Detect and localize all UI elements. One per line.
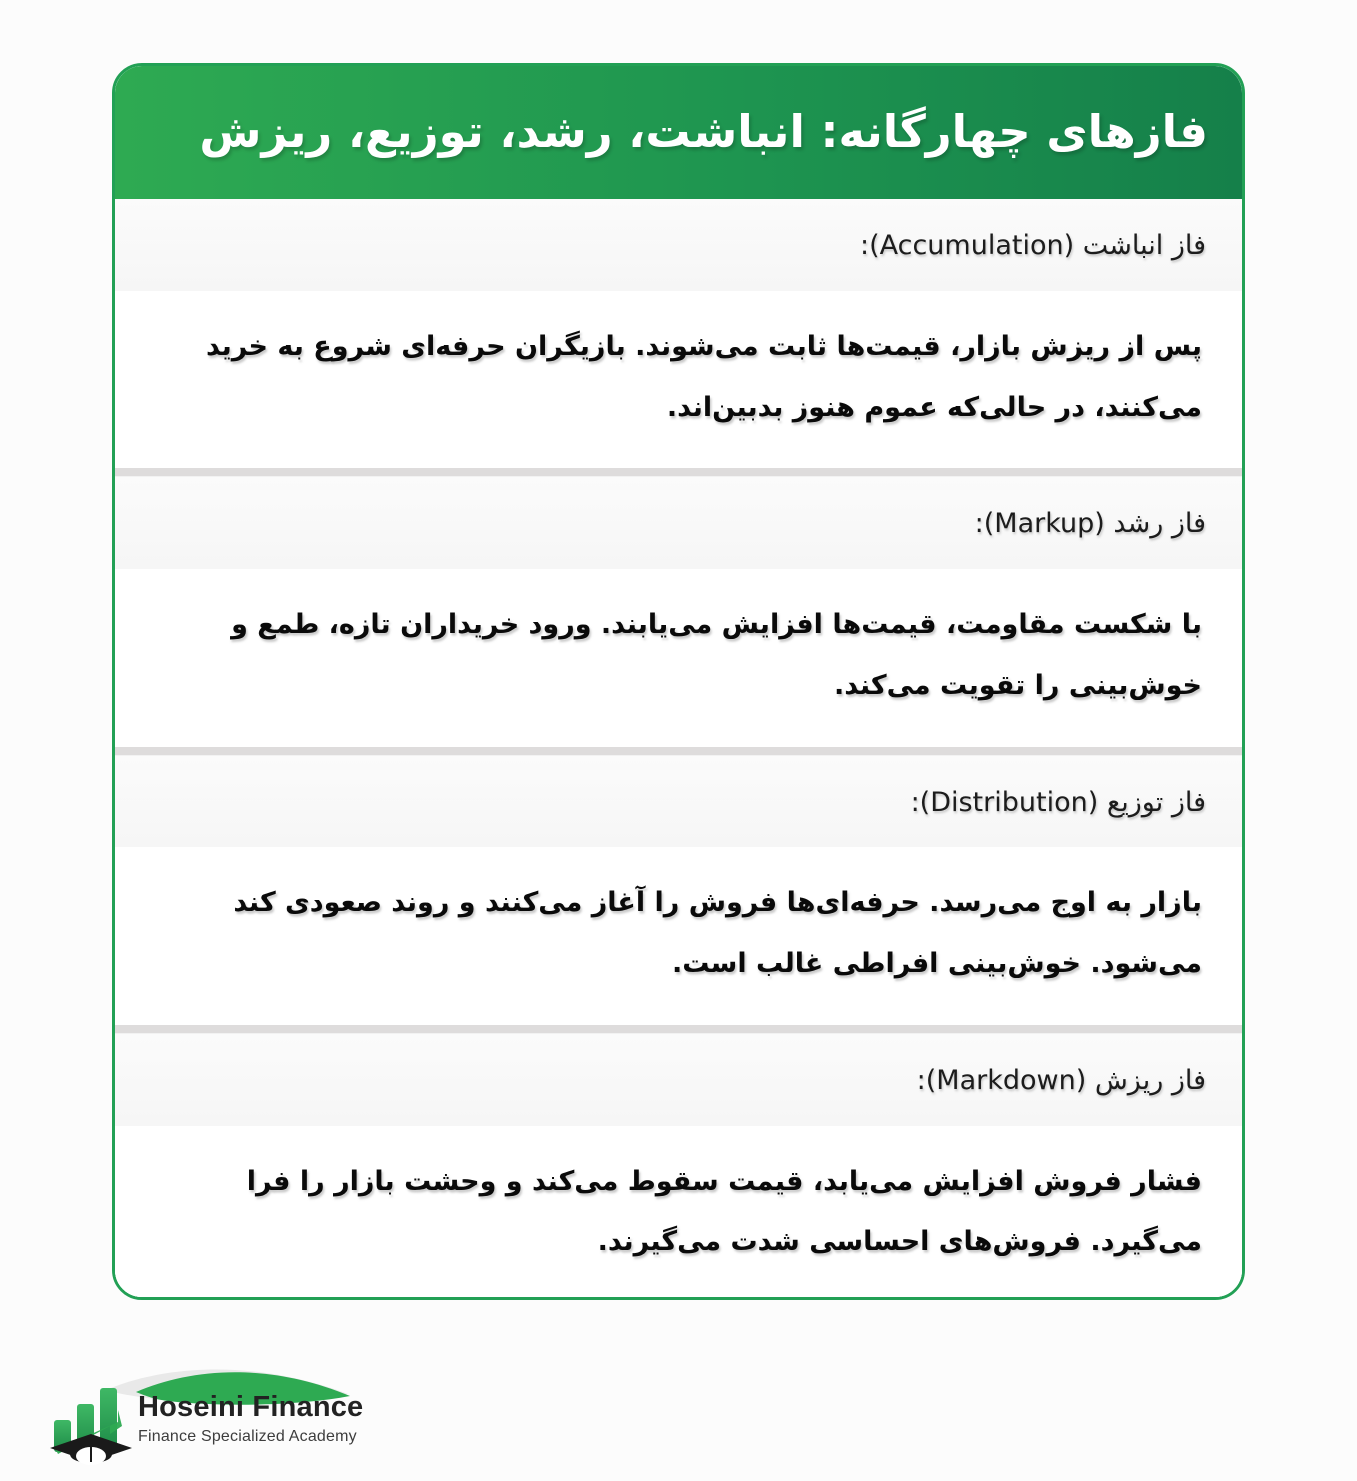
phase-heading-row (115, 477, 1242, 569)
phase-heading-accumulation: فاز انباشت (Accumulation): (859, 230, 1206, 261)
section-divider (115, 468, 1242, 477)
footer-branding (40, 1358, 460, 1476)
phase-section-distribution (115, 756, 1242, 1025)
card-body (115, 199, 1242, 1300)
section-divider (115, 747, 1242, 756)
card-header-banner (115, 66, 1242, 199)
logo-tagline: Finance Specialized Academy (138, 1428, 357, 1446)
phases-card (112, 63, 1245, 1300)
phase-text-accumulation: پس از ریزش بازار، قیمت‌ها ثابت می‌شوند. بازیگران حرفه‌ای شروع به خرید می‌کنند، در حالی‌که عموم هنوز بدبین‌اند. (206, 330, 1202, 423)
phase-body-row (115, 291, 1242, 469)
phase-text-markup: با شکست مقاومت، قیمت‌ها افزایش می‌یابند. ورود خریداران تازه، طمع و خوش‌بینی را تقویت می‌کند. (231, 609, 1202, 701)
phase-body-row (115, 1126, 1242, 1300)
phase-heading-markdown: فاز ریزش (Markdown): (916, 1064, 1206, 1096)
phase-heading-distribution: فاز توزیع (Distribution): (910, 786, 1206, 818)
logo-text-block (138, 1392, 363, 1446)
phase-heading-row (115, 756, 1242, 848)
logo (40, 1358, 460, 1476)
phase-section-accumulation (115, 199, 1242, 468)
phase-text-distribution: بازار به اوج می‌رسد. حرفه‌ای‌ها فروش را آغاز می‌کنند و روند صعودی کند می‌شود. خوش‌بینی افراطی غالب است. (233, 887, 1202, 980)
phase-text-markdown: فشار فروش افزایش می‌یابد، قیمت سقوط می‌کند و وحشت بازار را فرا می‌گیرد. فروش‌های احساسی شدت می‌گیرند. (246, 1165, 1202, 1258)
logo-brand-name: Hoseini Finance (138, 1391, 364, 1423)
section-divider (115, 1025, 1242, 1034)
phase-body-row (115, 847, 1242, 1025)
phase-heading-row (115, 1034, 1242, 1126)
phase-heading-row (115, 199, 1242, 291)
phase-body-row (115, 569, 1242, 747)
phase-heading-markup: فاز رشد (Markup): (974, 508, 1206, 540)
phase-section-markdown (115, 1034, 1242, 1300)
bar-chart-graduation-cap-icon (48, 1376, 134, 1468)
page-title: فازهای چهارگانه: انباشت، رشد، توزیع، ریزش (199, 105, 1208, 159)
phase-section-markup (115, 477, 1242, 746)
